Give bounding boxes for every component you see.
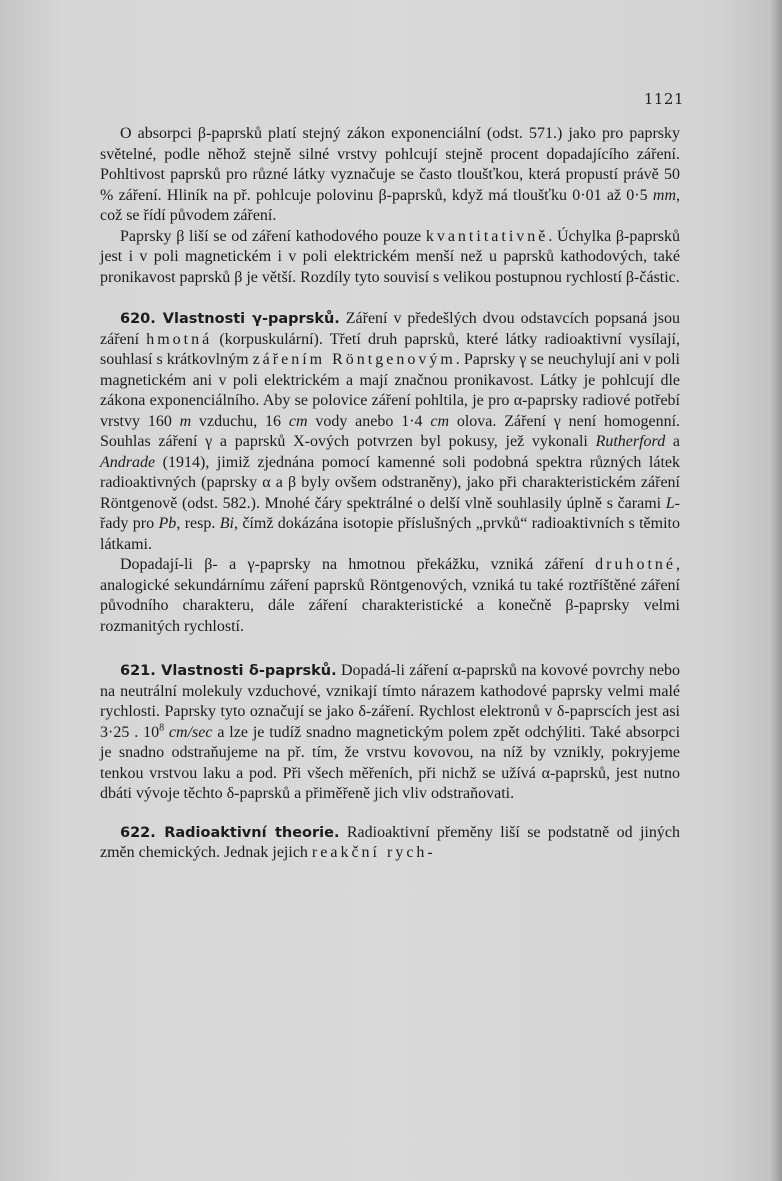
text-run: Dopadá-li záření α-paprsků na kovové povrchy nebo na neutrální molekuly vzduchové, vznikají tímto nárazem kathodové paprsky velmi malé rychlosti. Paprsky tyto označují se jako δ-záření. Rychlost elektronů v δ-paprscích jest asi 3·25 . 10 bbox=[100, 662, 680, 741]
paragraph-secondary-radiation bbox=[100, 555, 680, 637]
text-run: , čímž dokázána isotopie příslušných „prvků“ radioaktivních s těmito látkami. bbox=[100, 515, 680, 553]
section-heading: 621. Vlastnosti δ-paprsků. bbox=[120, 663, 337, 679]
text-run-spaced: druhotné bbox=[595, 556, 676, 573]
text-run-italic: L bbox=[665, 494, 675, 512]
paragraph-absorption bbox=[100, 124, 680, 227]
text-run: a lze je tudíž snadno magnetickým polem zpět odchýliti. Také absorpci je snadno odstraňujeme na př. tím, že vrstvu kovovou, na níž by vznikly, pokryjeme tenkou vrstvou laku a pod. Při všech měřeních, při nichž se užívá α-paprsků, jest nutno dbáti vývoje těchto δ-paprsků a přiměřeně jich vliv odstraňovati. bbox=[100, 723, 681, 802]
text-run: , analogické sekundárnímu záření paprsků Röntgenových, vzniká tu také roztříštěné záření původního charakteru, dále záření charakteristické a konečně β-paprsky velmi rozmanitých rychlostí. bbox=[100, 556, 680, 635]
text-run: Záření v předešlých dvou odstavcích popsaná jsou záření bbox=[100, 310, 681, 348]
text-run: , resp. bbox=[176, 515, 220, 532]
text-run: vzduchu, 16 bbox=[191, 412, 289, 430]
text-run-italic: cm/sec bbox=[164, 723, 213, 741]
text-run: (korpuskulární). Třetí druh paprsků, které látky radioaktivní vysílají, souhlasí s krátkovlným bbox=[100, 330, 680, 368]
paragraph-beta-vs-cathode bbox=[100, 227, 680, 289]
text-run-italic: mm bbox=[652, 186, 676, 204]
exponent: 8 bbox=[159, 722, 165, 734]
author-name: Rutherford bbox=[595, 433, 666, 450]
text-run-spaced: kvantitativně bbox=[425, 227, 549, 245]
text-run: Dopadají-li β- a γ-paprsky na hmotnou překážku, vzniká záření bbox=[120, 556, 596, 573]
text-run: Radioaktivní přeměny liší se podstatně od jiných změn chemických. Jednak jejich bbox=[100, 823, 680, 861]
section-620 bbox=[100, 309, 680, 555]
text-run: vody anebo 1·4 bbox=[307, 412, 431, 430]
text-run-spaced: hmotná bbox=[146, 330, 213, 348]
page-number: 1121 bbox=[643, 90, 684, 108]
section-heading: 620. Vlastnosti γ-paprsků. bbox=[120, 311, 340, 327]
element-symbol: Bi bbox=[219, 515, 234, 532]
text-run-italic: cm bbox=[430, 412, 449, 430]
text-run: O absorpci β-paprsků platí stejný zákon exponenciální (odst. 571.) jako pro paprsky světelné, podle něhož stejně silné vrstvy pohlcují stejně procent dopadajícího záření. Pohltivost paprsků pro různé látky vyznačuje se často tloušťkou, která propustí právě 50 % záření. Hliník na př. pohlcuje polovinu β-paprsků, když má tloušťku 0·01 až 0·5 bbox=[100, 125, 680, 204]
text-run-spaced: zářením Röntgenovým bbox=[252, 351, 456, 368]
text-run-italic: m bbox=[179, 412, 192, 430]
text-run-italic: cm bbox=[288, 412, 308, 430]
text-run: a bbox=[665, 433, 680, 450]
section-heading: 622. Radioaktivní theorie. bbox=[120, 824, 340, 841]
text-run: . Paprsky γ se neuchylují ani v poli magnetickém ani v poli elektrickém a mají značnou pronikavost. Látky je pohlcují dle zákona exponenciálního. Aby se polovice záření pohltila, je pro α-paprsky radiové potřebí vrstvy 160 bbox=[100, 351, 681, 430]
text-run: -řady pro bbox=[100, 494, 680, 532]
text-run: olova. Záření γ není homogenní. Souhlas záření γ a paprsků X-ových potvrzen byl pokusy, jež vykonali bbox=[100, 412, 681, 450]
text-run: , což se řídí původem záření. bbox=[100, 186, 680, 224]
section-622 bbox=[100, 823, 680, 864]
text-run: Paprsky β liší se od záření kathodového pouze bbox=[120, 227, 426, 245]
text-run-spaced: reakční rych- bbox=[311, 844, 436, 861]
text-run: . Úchylka β-paprsků jest i v poli magnetickém i v poli elektrickém menší než u paprsků kathodových, také pronikavost paprsků β je větší. Rozdíly tyto souvisí s velikou postupnou rychlostí β-částic. bbox=[100, 227, 681, 286]
body-text bbox=[100, 124, 680, 864]
author-name: Andrade bbox=[100, 453, 156, 471]
text-run: (1914), jimiž zjednána pomocí kamenné soli podobná spektra různých látek radioaktivných (paprsky α a β byly ovšem odstraněny), jako při charakteristickém záření Röntgenově (odst. 582.). Mnohé čáry spektrálné o delší vlně souhlasily úplně s čarami bbox=[100, 453, 680, 512]
page-edge-shadow bbox=[768, 0, 782, 1181]
element-symbol: Pb bbox=[158, 515, 177, 532]
section-621 bbox=[100, 661, 680, 805]
